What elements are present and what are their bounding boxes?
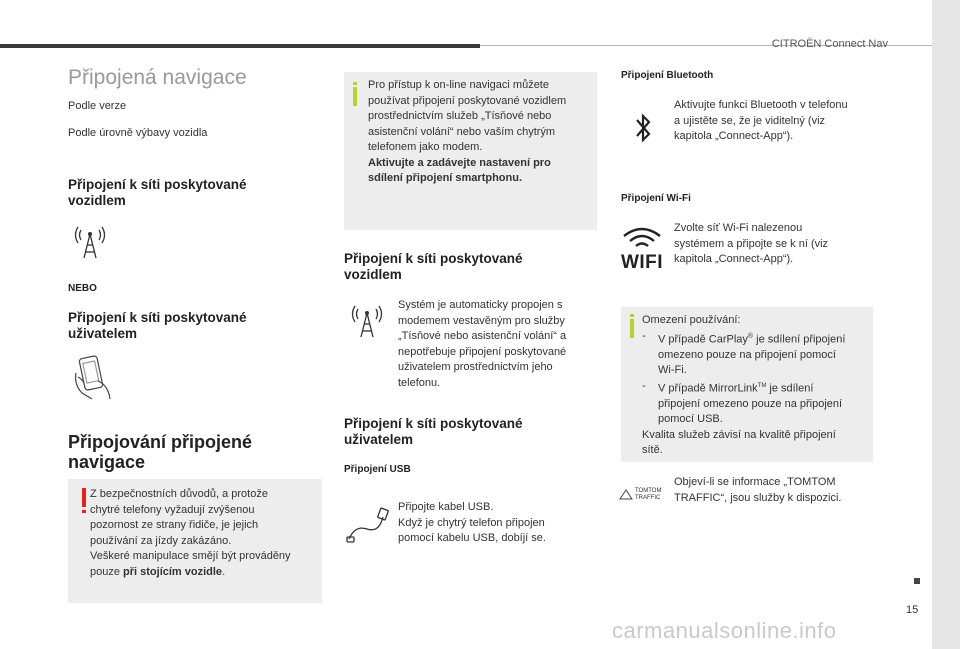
info-icon bbox=[630, 319, 634, 338]
usb-cable-icon bbox=[345, 505, 391, 545]
watermark: carmanualsonline.info bbox=[612, 618, 837, 643]
warning-box bbox=[68, 479, 322, 603]
side-strip bbox=[932, 0, 960, 649]
bluetooth-text: Aktivujte funkci Bluetooth v telefonu a ujistěte se, že je viditelný (viz kapitola „Connect-App“). bbox=[674, 99, 848, 142]
heading-vehicle-connection-2 bbox=[344, 251, 523, 283]
wifi-text: Zvolte síť Wi-Fi nalezenou systémem a připojte se k ní (viz kapitola „Connect-App“). bbox=[674, 222, 829, 265]
wifi-icon bbox=[620, 226, 664, 273]
heading-line: Připojování připojené bbox=[68, 432, 253, 452]
or-label: NEBO bbox=[68, 283, 97, 294]
antenna-icon bbox=[70, 222, 110, 262]
tomtom-traffic-logo bbox=[619, 486, 665, 506]
usb-label: Připojení USB bbox=[344, 464, 411, 475]
smartphone-in-hand-icon bbox=[70, 353, 118, 401]
tomtom-text: Objeví-li se informace „TOMTOM TRAFFIC“, jsou služby k dispozici. bbox=[674, 476, 842, 504]
wifi-arcs-icon bbox=[620, 226, 664, 248]
bluetooth-icon bbox=[632, 111, 654, 145]
heading-line: Připojení k síti poskytované bbox=[68, 177, 247, 192]
info-text: Pro přístup k on-line navigaci můžete používat připojení poskytované vozidlem prostřednictvím služeb „Tísňové nebo asistenční volání“ nebo vaším chytrým telefonem jako modem. Aktivujte a zadávejte nastavení pro sdílení připojení smartphonu. bbox=[368, 79, 567, 184]
vehicle-connection-text: Systém je automaticky propojen s modemem vestavěným pro služby „Tísňové nebo asistenční volání“ a nepotřebuje připojení poskytované uživatelem prostřednictvím jeho telefonu. bbox=[398, 299, 567, 389]
heading-user-connection bbox=[68, 310, 247, 342]
info-box-usage-limits bbox=[621, 307, 873, 462]
header-rule-dark bbox=[0, 44, 480, 48]
wifi-icon-text: WIFI bbox=[620, 252, 664, 273]
heading-connecting-navigation bbox=[68, 432, 252, 472]
equipment-note: Podle úrovně výbavy vozidla bbox=[68, 127, 208, 139]
tomtom-logo-line: TOMTOM bbox=[635, 488, 662, 494]
warning-icon bbox=[82, 488, 86, 507]
wifi-label: Připojení Wi-Fi bbox=[621, 193, 691, 204]
heading-line: vozidlem bbox=[344, 267, 402, 282]
heading-line: Připojení k síti poskytované bbox=[344, 251, 523, 266]
header-brand: CITROËN Connect Nav bbox=[771, 38, 888, 50]
heading-line: uživatelem bbox=[344, 432, 414, 447]
heading-vehicle-connection bbox=[68, 177, 247, 209]
warning-text: Z bezpečnostních důvodů, a protože chytré telefony vyžadují zvýšenou pozornost ze strany řidiče, je jejich používání za jízdy zakázáno. Veškeré manipulace smějí být prováděny pouze při stojícím vozidle. bbox=[90, 488, 291, 578]
bluetooth-label: Připojení Bluetooth bbox=[621, 70, 714, 81]
heading-line: Připojení k síti poskytované bbox=[344, 416, 523, 431]
page-number: 15 bbox=[906, 604, 919, 616]
page-title: Připojená navigace bbox=[68, 66, 247, 89]
usb-connection-text: Připojte kabel USB. Když je chytrý telefon připojen pomocí kabelu USB, dobíjí se. bbox=[398, 501, 546, 544]
info-box-online-navigation bbox=[344, 72, 597, 230]
version-note: Podle verze bbox=[68, 100, 127, 112]
tomtom-logo-line: TRAFFIC bbox=[635, 495, 661, 501]
limits-text: Omezení používání: - V případě CarPlay® je sdílení připojení omezeno pouze na připojení pomocí Wi-Fi. - V případě MirrorLink™ je sdílení připojení omezeno pouze na připojení pomocí USB. Kvalita služeb závisí na kvalitě připojení sítě. bbox=[642, 314, 846, 457]
tomtom-traffic-icon bbox=[619, 489, 633, 501]
heading-line: vozidlem bbox=[68, 193, 126, 208]
heading-user-connection-2 bbox=[344, 416, 523, 448]
heading-line: Připojení k síti poskytované bbox=[68, 310, 247, 325]
antenna-icon bbox=[347, 300, 387, 342]
page-marker bbox=[914, 578, 920, 584]
heading-line: uživatelem bbox=[68, 326, 138, 341]
heading-line: navigace bbox=[68, 452, 146, 472]
info-icon bbox=[353, 87, 357, 106]
